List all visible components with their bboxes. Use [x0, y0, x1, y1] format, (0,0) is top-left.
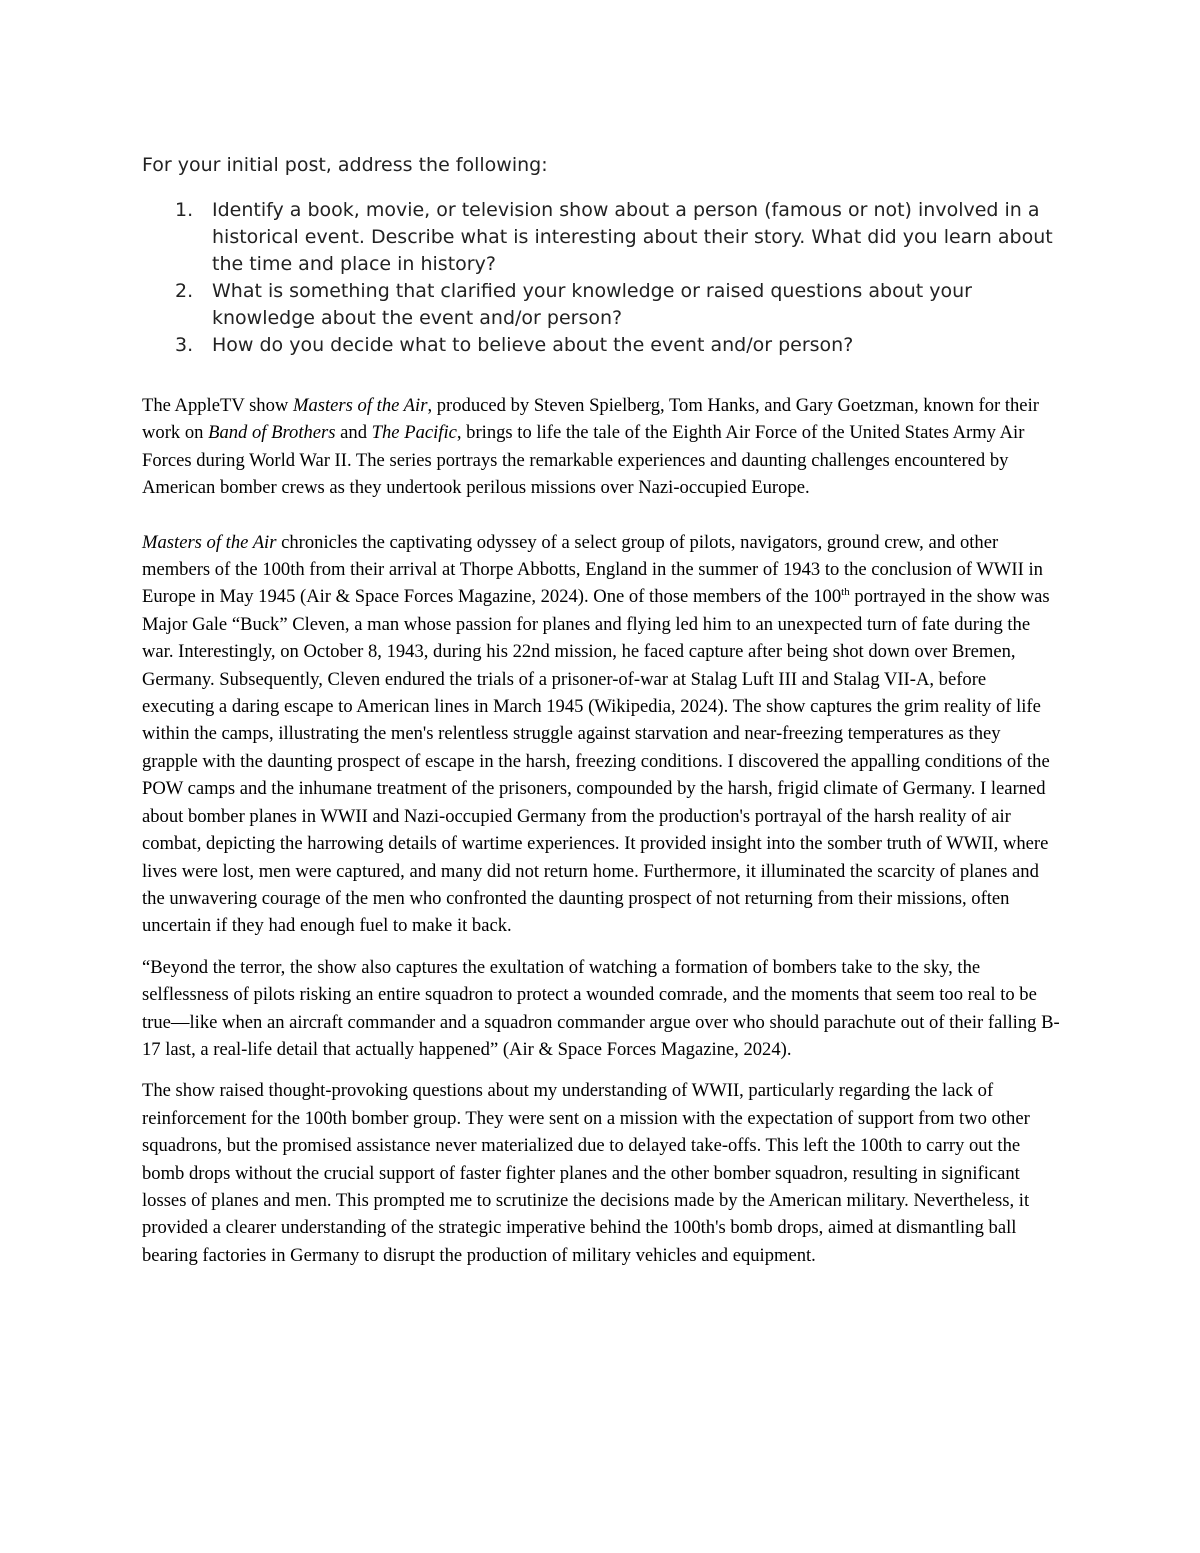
prompt-item-number: 2.	[175, 280, 194, 302]
show-title: The Pacific	[371, 422, 457, 444]
paragraph-questions: The show raised thought-provoking questions about my understanding of WWII, particularly regarding the lack of reinforcement for the 100th bomber group. They were sent on a mission with the expectation of support from two other squadrons, but the promised assistance never materialized due to delayed take-offs. This left the 100th to carry out the bomb drops without the crucial support of faster fighter planes and the other bomber squadron, resulting in significant losses of planes and men. This prompted me to scrutinize the decisions made by the American military. Nevertheless, it provided a clearer understanding of the strategic imperative behind the 100th's bomb drops, aimed at dismantling ball bearing factories in Germany to disrupt the production of military vehicles and equipment.	[142, 1080, 1030, 1266]
text-run: , brings to life the tale of the Eighth Air Force of the United States Army Air Forces during World War II. The series portrays the remarkable experiences and daunting challenges encountered by American bomber crews as they undertook perilous missions over Nazi-occupied Europe.	[142, 422, 1025, 499]
prompt-item	[142, 278, 1072, 332]
show-title: Masters of the Air	[292, 395, 428, 416]
prompt-item-text: How do you decide what to believe about the event and/or person?	[212, 334, 854, 356]
text-run: The AppleTV show	[142, 395, 293, 416]
prompt-list	[142, 197, 1072, 359]
paragraph-quote: “Beyond the terror, the show also captures the exultation of watching a formation of bombers take to the sky, the selflessness of pilots risking an entire squadron to protect a wounded comrade, and the moments that seem too real to be true—like when an aircraft commander and a squadron commander argue over who should parachute out of their falling B-17 last, a real-life detail that actually happened” (Air & Space Forces Magazine, 2024).	[142, 956, 1060, 1060]
paragraph-story	[142, 529, 1060, 940]
ordinal-superscript: th	[841, 586, 850, 599]
prompt-item-number: 3.	[175, 334, 194, 356]
prompt-item-text: What is something that clarified your knowledge or raised questions about your knowledge about the event and/or person?	[212, 280, 972, 329]
response-body	[142, 392, 1060, 1269]
text-run: and	[335, 422, 372, 444]
prompt-item	[142, 197, 1072, 278]
text-run: portrayed in the show was Major Gale “Buck” Cleven, a man whose passion for planes and flying led him to an unexpected turn of fate during the war. Interestingly, on October 8, 1943, during his 22nd mission, he faced capture after being shot down over Bremen, Germany. Subsequently, Cleven endured the trials of a prisoner-of-war at Stalag Luft III and Stalag VII-A, before executing a daring escape to American lines in March 1945 (Wikipedia, 2024). The show captures the grim reality of life within the camps, illustrating the men's relentless struggle against starvation and near-freezing temperatures as they grapple with the daunting prospect of escape in the harsh, freezing conditions. I discovered the appalling conditions of the POW camps and the inhumane treatment of the prisoners, compounded by the harsh, frigid climate of Germany. I learned about bomber planes in WWII and Nazi-occupied Germany from the production's portrayal of the harsh reality of air combat, depicting the harrowing details of wartime experiences. It provided insight into the somber truth of WWII, where lives were lost, men were captured, and many did not return home. Furthermore, it illuminated the scarcity of planes and the unwavering courage of the men who confronted the daunting prospect of not returning from their missions, often uncertain if they had enough fuel to make it back.	[142, 586, 1050, 937]
prompt-intro: For your initial post, address the following:	[142, 154, 548, 176]
prompt-item-text: Identify a book, movie, or television show about a person (famous or not) involved in a historical event. Describe what is interesting about their story. What did you learn about the time and place in history?	[212, 199, 1053, 275]
prompt-item-number: 1.	[175, 199, 194, 221]
show-title: Masters of the Air	[142, 531, 277, 553]
text-run: chronicles the captivating odyssey of a select group of pilots, navigators, ground crew, and other members of the 100th from their arrival at Thorpe Abbotts, England in the summer of 1943 to the conclusion of WWII in Europe in May 1945 (Air & Space Forces Magazine, 2024). One of those members of the 100	[142, 531, 1043, 608]
prompt-item	[142, 332, 1072, 359]
paragraph-intro	[142, 392, 1060, 502]
text-run: , produced by Steven Spielberg, Tom Hanks, and Gary Goetzman, known for their work on	[142, 395, 1039, 444]
discussion-prompt	[142, 152, 1072, 359]
show-title: Band of Brothers	[208, 422, 336, 444]
